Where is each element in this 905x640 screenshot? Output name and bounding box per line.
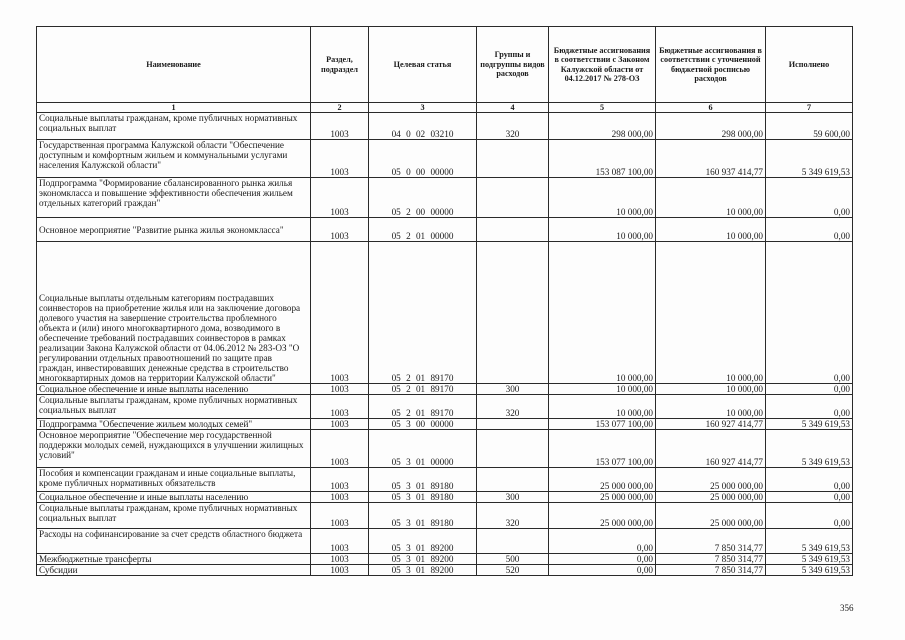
row-law-amount: 25 000 000,00 (549, 492, 656, 503)
row-razdel: 1003 (311, 468, 369, 492)
row-executed-amount: 5 349 619,53 (766, 565, 853, 576)
table-row (37, 178, 853, 218)
row-law-amount: 25 000 000,00 (549, 503, 656, 529)
row-statya: 05 3 00 00000 (369, 419, 477, 430)
row-name: Межбюджетные трансферты (37, 554, 311, 565)
row-razdel: 1003 (311, 242, 369, 384)
row-statya: 05 3 01 89200 (369, 565, 477, 576)
table-row (37, 113, 853, 140)
row-vid: 320 (477, 503, 549, 529)
row-executed-amount: 0,00 (766, 395, 853, 419)
table-row (37, 218, 853, 242)
row-razdel: 1003 (311, 218, 369, 242)
row-roster-amount: 10 000,00 (656, 395, 766, 419)
row-vid (477, 140, 549, 178)
row-statya: 05 2 01 89170 (369, 242, 477, 384)
table-row (37, 529, 853, 554)
row-roster-amount: 10 000,00 (656, 218, 766, 242)
row-name: Расходы на софинансирование за счет средств областного бюджета (37, 529, 311, 554)
row-executed-amount: 5 349 619,53 (766, 140, 853, 178)
row-roster-amount: 160 927 414,77 (656, 430, 766, 468)
row-name: Социальные выплаты гражданам, кроме публичных нормативных социальных выплат (37, 503, 311, 529)
header-vid: Группы и подгруппы видов расходов (477, 27, 549, 103)
budget-table (36, 26, 853, 576)
table-row (37, 395, 853, 419)
row-statya: 05 2 01 89170 (369, 384, 477, 395)
row-razdel: 1003 (311, 554, 369, 565)
row-statya: 05 2 01 89170 (369, 395, 477, 419)
row-vid (477, 529, 549, 554)
row-statya: 05 3 01 00000 (369, 430, 477, 468)
row-law-amount: 153 077 100,00 (549, 430, 656, 468)
row-razdel: 1003 (311, 419, 369, 430)
table-row (37, 242, 853, 384)
row-roster-amount: 7 850 314,77 (656, 529, 766, 554)
row-roster-amount: 10 000,00 (656, 242, 766, 384)
row-executed-amount: 5 349 619,53 (766, 430, 853, 468)
column-number: 6 (656, 103, 766, 113)
row-statya: 05 3 01 89200 (369, 529, 477, 554)
row-razdel: 1003 (311, 503, 369, 529)
row-statya: 05 3 01 89180 (369, 492, 477, 503)
row-vid: 500 (477, 554, 549, 565)
row-razdel: 1003 (311, 384, 369, 395)
column-number: 4 (477, 103, 549, 113)
row-roster-amount: 160 927 414,77 (656, 419, 766, 430)
row-law-amount: 10 000,00 (549, 395, 656, 419)
header-name: Наименование (37, 27, 311, 103)
row-law-amount: 10 000,00 (549, 178, 656, 218)
row-executed-amount: 0,00 (766, 242, 853, 384)
column-number: 1 (37, 103, 311, 113)
row-razdel: 1003 (311, 492, 369, 503)
row-executed-amount: 5 349 619,53 (766, 419, 853, 430)
row-statya: 05 0 00 00000 (369, 140, 477, 178)
row-name: Социальные выплаты отдельным категориям пострадавших соинвесторов на приобретение жилья или на заключение договора долевого участия на завершение строительства проблемного объекта и (или) иного многоквартирного дома, возводимого в обеспечение требований пострадавших соинвесторов в рамках реализации Закона Калужской области от 04.06.2012 № 283-ОЗ "О регулировании отдельных правоотношений по защите прав граждан, инвестировавших денежные средства в строительство многоквартирных домов на территории Калужской области" (37, 242, 311, 384)
row-name: Подпрограмма "Обеспечение жильем молодых семей" (37, 419, 311, 430)
row-razdel: 1003 (311, 395, 369, 419)
row-statya: 05 3 01 89200 (369, 554, 477, 565)
row-law-amount: 0,00 (549, 529, 656, 554)
table-row (37, 468, 853, 492)
row-name: Социальные выплаты гражданам, кроме публичных нормативных социальных выплат (37, 395, 311, 419)
row-name: Государственная программа Калужской области "Обеспечение доступным и комфортным жильем и коммунальными услугами населения Калужской области" (37, 140, 311, 178)
row-executed-amount: 5 349 619,53 (766, 529, 853, 554)
row-roster-amount: 298 000,00 (656, 113, 766, 140)
row-statya: 04 0 02 03210 (369, 113, 477, 140)
header-law-allocation: Бюджетные ассигнования в соответствии с Законом Калужской области от 04.12.2017 № 278-ОЗ (549, 27, 656, 103)
header-razdel: Раздел, подраздел (311, 27, 369, 103)
row-executed-amount: 5 349 619,53 (766, 554, 853, 565)
row-roster-amount: 25 000 000,00 (656, 468, 766, 492)
row-roster-amount: 10 000,00 (656, 178, 766, 218)
row-law-amount: 298 000,00 (549, 113, 656, 140)
row-law-amount: 10 000,00 (549, 242, 656, 384)
row-vid: 300 (477, 492, 549, 503)
row-vid (477, 468, 549, 492)
table-row (37, 419, 853, 430)
header-statya: Целевая статья (369, 27, 477, 103)
column-number-row (37, 103, 853, 113)
table-row (37, 140, 853, 178)
row-executed-amount: 59 600,00 (766, 113, 853, 140)
row-razdel: 1003 (311, 529, 369, 554)
row-executed-amount: 0,00 (766, 178, 853, 218)
row-roster-amount: 10 000,00 (656, 384, 766, 395)
row-roster-amount: 25 000 000,00 (656, 503, 766, 529)
row-statya: 05 2 00 00000 (369, 178, 477, 218)
row-roster-amount: 7 850 314,77 (656, 565, 766, 576)
row-executed-amount: 0,00 (766, 492, 853, 503)
row-razdel: 1003 (311, 178, 369, 218)
table-row (37, 492, 853, 503)
row-roster-amount: 25 000 000,00 (656, 492, 766, 503)
column-number: 3 (369, 103, 477, 113)
row-name: Социальное обеспечение и иные выплаты населению (37, 492, 311, 503)
column-number: 2 (311, 103, 369, 113)
row-law-amount: 10 000,00 (549, 218, 656, 242)
row-statya: 05 3 01 89180 (369, 468, 477, 492)
column-number: 5 (549, 103, 656, 113)
row-name: Основное мероприятие "Обеспечение мер государственной поддержки молодых семей, нуждающихся в улучшении жилищных условий" (37, 430, 311, 468)
row-law-amount: 0,00 (549, 565, 656, 576)
row-razdel: 1003 (311, 430, 369, 468)
row-roster-amount: 7 850 314,77 (656, 554, 766, 565)
row-name: Социальное обеспечение и иные выплаты населению (37, 384, 311, 395)
table-row (37, 503, 853, 529)
row-executed-amount: 0,00 (766, 468, 853, 492)
table-row (37, 554, 853, 565)
table-row (37, 565, 853, 576)
row-law-amount: 153 077 100,00 (549, 419, 656, 430)
row-law-amount: 10 000,00 (549, 384, 656, 395)
header-roster-allocation: Бюджетные ассигнования в соответствии с уточненной бюджетной росписью расходов (656, 27, 766, 103)
row-name: Субсидии (37, 565, 311, 576)
row-vid: 300 (477, 384, 549, 395)
row-vid (477, 430, 549, 468)
row-razdel: 1003 (311, 113, 369, 140)
row-vid: 320 (477, 113, 549, 140)
header-row (37, 27, 853, 103)
row-vid (477, 419, 549, 430)
header-executed: Исполнено (766, 27, 853, 103)
row-executed-amount: 0,00 (766, 218, 853, 242)
row-razdel: 1003 (311, 565, 369, 576)
row-vid (477, 242, 549, 384)
row-vid (477, 178, 549, 218)
row-name: Основное мероприятие "Развитие рынка жилья экономкласса" (37, 218, 311, 242)
page-number: 356 (840, 603, 854, 613)
row-executed-amount: 0,00 (766, 384, 853, 395)
table-row (37, 430, 853, 468)
row-law-amount: 25 000 000,00 (549, 468, 656, 492)
row-law-amount: 0,00 (549, 554, 656, 565)
row-vid: 520 (477, 565, 549, 576)
column-number: 7 (766, 103, 853, 113)
row-name: Социальные выплаты гражданам, кроме публичных нормативных социальных выплат (37, 113, 311, 140)
row-vid (477, 218, 549, 242)
row-roster-amount: 160 937 414,77 (656, 140, 766, 178)
row-statya: 05 2 01 00000 (369, 218, 477, 242)
row-executed-amount: 0,00 (766, 503, 853, 529)
row-name: Пособия и компенсации гражданам и иные социальные выплаты, кроме публичных нормативных обязательств (37, 468, 311, 492)
row-statya: 05 3 01 89180 (369, 503, 477, 529)
table-row (37, 384, 853, 395)
row-law-amount: 153 087 100,00 (549, 140, 656, 178)
row-vid: 320 (477, 395, 549, 419)
row-name: Подпрограмма "Формирование сбалансированного рынка жилья экономкласса и повышение эффективности обеспечения жильем отдельных категорий граждан" (37, 178, 311, 218)
row-razdel: 1003 (311, 140, 369, 178)
